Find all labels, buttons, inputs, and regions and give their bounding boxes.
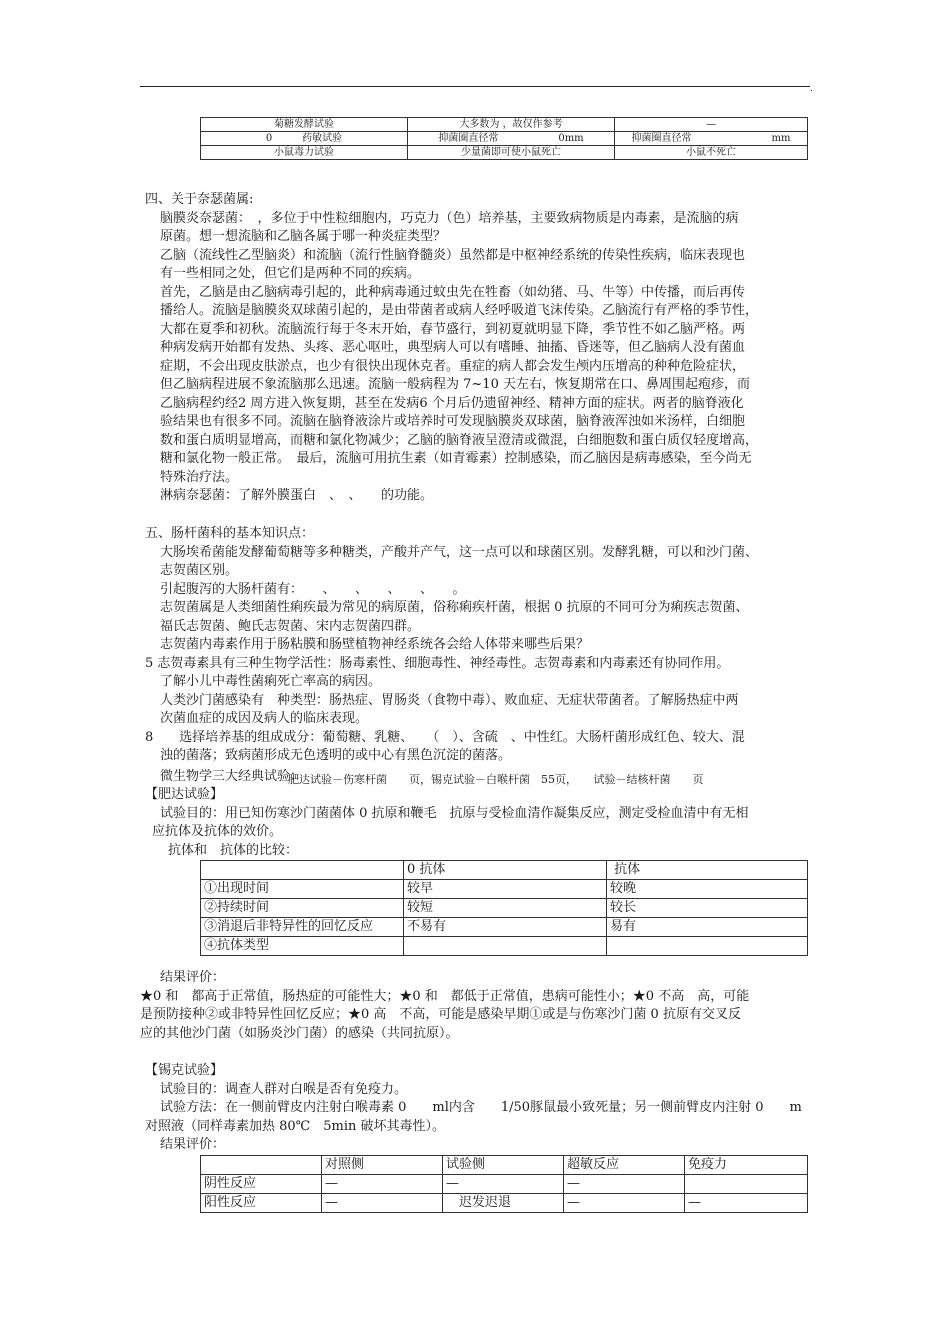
paragraph-line: ★0 和 都高于正常值，肠热症的可能性大；★0 和 都低于正常值，患病可能性小；★0 不高 高，可能 [140, 989, 750, 1004]
paragraph-line: 播给人。流脑是脑膜炎双球菌引起的，是由带菌者或病人经呼吸道飞沫传染。乙脑流行有严格的季节性， [160, 303, 759, 318]
paragraph-line: 志贺菌区别。 [160, 563, 239, 578]
table-cell: ④抗体类型 [201, 937, 404, 956]
paragraph-line: 应抗体及抗体的效价。 [152, 824, 283, 839]
table-cell: 抑菌圈直径常 mm [615, 132, 808, 146]
paragraph-line: 症期，不会出现皮肤淤点，也少有很快出现休克者。重症的病人都会发生颅内压增高的种种危险症状， [160, 359, 746, 374]
table-cell: 阴性反应 [201, 1175, 322, 1194]
table-cell: ②持续时间 [201, 899, 404, 918]
table-header-row [201, 1156, 808, 1175]
paragraph-line: 试验目的：调查人群对白喉是否有免疫力。 [160, 1082, 408, 1097]
table-cell: 超敏反应 [564, 1156, 685, 1175]
paragraph-line: 对照液（同样毒素加热 80℃ 5min 破坏其毒性）。 [145, 1119, 445, 1134]
table-cell: 0 药敏试验 [201, 132, 408, 146]
table-cell: ③消退后非特异性的回忆反应 [201, 918, 404, 937]
schick-result-table [200, 1155, 808, 1213]
paragraph-line: 是预防接种②或非特异性回忆反应；★0 高 不高，可能是感染早期①或是与伤寒沙门菌 0 抗原有交叉反 [140, 1007, 741, 1022]
paragraph-line: 乙脑病程约经2 周方进入恢复期，甚至在发病6 个月后仍遗留神经、精神方面的症状。两者的脑脊液化 [160, 396, 744, 411]
table-row [201, 118, 808, 132]
paragraph-line: 首先，乙脑是由乙脑病毒引起的，此种病毒通过蚊虫先在牲畜（如幼猪、马、牛等）中传播，而后再传 [160, 285, 746, 300]
table-cell: 较长 [607, 899, 808, 918]
table-cell [201, 1156, 322, 1175]
table-cell: — [564, 1194, 685, 1213]
antibody-comparison-table [200, 860, 808, 956]
table-cell [685, 1175, 808, 1194]
paragraph-line: 大肠埃希菌能发酵葡萄糖等多种糖类，产酸并产气，这一点可以和球菌区别。发酵乳糖，可以和沙门菌、 [160, 545, 759, 560]
paragraph-line: 浊的菌落；致病菌形成无色透明的或中心有黑色沉淀的菌落。 [160, 748, 512, 763]
paragraph-line: 乙脑（流线性乙型脑炎）和流脑（流行性脑脊髓炎）虽然都是中枢神经系统的传染性疾病，临床表现也 [160, 248, 746, 263]
table-cell: — [322, 1194, 443, 1213]
paragraph-line: 数和蛋白质明显增高，而糖和氯化物减少；乙脑的脑脊液呈澄清或微混，白细胞数和蛋白质仅轻度增高， [160, 433, 759, 448]
table-cell: 迟发迟退 [443, 1194, 564, 1213]
table-cell: 较早 [404, 880, 607, 899]
paragraph-line: 5 志贺毒素具有三种生物学活性：肠毒素性、细胞毒性、神经毒性。志贺毒素和内毒素还有协同作用。 [145, 656, 730, 671]
table-cell: 易有 [607, 918, 808, 937]
table-cell: 阳性反应 [201, 1194, 322, 1213]
paragraph-line: 志贺菌内毒素作用于肠粘膜和肠壁植物神经系统各会给人体带来哪些后果？ [160, 637, 590, 652]
header-rule [140, 86, 810, 87]
table-cell: — [564, 1175, 685, 1194]
table-row [201, 1194, 808, 1213]
paragraph-line: 大都在夏季和初秋。流脑流行每于冬末开始，春节盛行，到初夏就明显下降，季节性不如乙脑严格。两 [160, 322, 746, 337]
paragraph-line: 原菌。想一想流脑和乙脑各属于哪一种炎症类型？ [160, 229, 447, 244]
table-cell: 较晚 [607, 880, 808, 899]
table-row [201, 937, 808, 956]
table-cell [201, 861, 404, 880]
table-cell: 大多数为 ，故仅作参考 [408, 118, 615, 132]
table-cell [607, 937, 808, 956]
table-cell: ①出现时间 [201, 880, 404, 899]
table-cell: — [443, 1175, 564, 1194]
table-cell: 试验侧 [443, 1156, 564, 1175]
table-cell: 对照侧 [322, 1156, 443, 1175]
paragraph-line: 结果评价： [160, 1137, 226, 1152]
table-cell-text: 抗体 [614, 862, 641, 877]
table-row [201, 146, 808, 160]
paragraph-line: 了解小儿中毒性菌痢死亡率高的病因。 [160, 674, 382, 689]
section-heading: 四、关于奈瑟菌属: [145, 192, 254, 207]
table-cell [404, 937, 607, 956]
table-row [201, 1175, 808, 1194]
table-cell: — [685, 1194, 808, 1213]
table-cell: 少量菌即可使小鼠死亡 [408, 146, 615, 160]
table-row [201, 899, 808, 918]
paragraph-line: 特殊治疗法。 [160, 470, 239, 485]
paragraph-line: 应的其他沙门菌（如肠炎沙门菌）的感染（共同抗原）。 [140, 1026, 459, 1041]
table-row [201, 880, 808, 899]
table-header-row [201, 861, 808, 880]
table-cell: 免疫力 [685, 1156, 808, 1175]
table-cell: 小鼠不死亡 [615, 146, 808, 160]
paragraph-line: 人类沙门菌感染有 种类型：肠热症、胃肠炎（食物中毒）、败血症、无症状带菌者。了解肠热症中两 [160, 693, 739, 708]
paragraph-line: 糖和氯化物一般正常。 最后，流脑可用抗生素（如青霉素）控制感染，而乙脑因是病毒感染，至今尚无 [160, 451, 752, 466]
paragraph-line: 但乙脑病程进展不象流脑那么迅速。流脑一般病程为 7~10 天左右，恢复期常在口、鼻周围起疱疹，而 [160, 377, 750, 392]
paragraph-line: 淋病奈瑟菌：了解外膜蛋白 、 、 的功能。 [160, 488, 434, 503]
paragraph-line: 试验目的：用已知伤寒沙门菌菌体 0 抗原和鞭毛 抗原与受检血清作凝集反应，测定受检血清中有无相 [160, 806, 749, 821]
paragraph-line: 有一些相同之处，但它们是两种不同的疾病。 [160, 266, 421, 281]
table-cell: — [615, 118, 808, 132]
table-cell: 抑菌圈直径常 0mm [408, 132, 615, 146]
paragraph-line: 8 选择培养基的组成成分：葡萄糖、乳糖、 （ ）、含硫 、中性红。大肠杆菌形成红色、较大、混 [145, 730, 745, 745]
paragraph-line: 志贺菌属是人类细菌性痢疾最为常见的病原菌，俗称痢疾杆菌，根据 0 抗原的不同可分为痢疾志贺菌、 [160, 600, 749, 615]
table-row [201, 132, 808, 146]
paragraph-line: 脑膜炎奈瑟菌： ，多位于中性粒细胞内，巧克力（色）培养基，主要致病物质是内毒素，是流脑的病 [160, 211, 739, 226]
paragraph-line: 抗体和 抗体的比较： [168, 843, 299, 858]
header-dot: . [810, 84, 813, 94]
paragraph-line: 结果评价： [160, 970, 226, 985]
paragraph-line: 微生物学三大经典试验： [160, 769, 304, 784]
section-heading: 【锡克试验】 [145, 1063, 224, 1078]
table-row [201, 918, 808, 937]
identification-table [200, 117, 808, 160]
table-cell: 不易有 [404, 918, 607, 937]
table-cell: — [322, 1175, 443, 1194]
table-cell [607, 861, 808, 880]
paragraph-line: 次菌血症的成因及病人的临床表现。 [160, 711, 369, 726]
table-cell: 0 抗体 [404, 861, 607, 880]
paragraph-line: 试验方法：在一侧前臂皮内注射白喉毒素 0 ml内含 1/50豚鼠最小致死量；另一侧前臂皮内注射 0 m [160, 1100, 802, 1115]
table-cell: 较短 [404, 899, 607, 918]
section-heading: 【肥达试验】 [145, 787, 224, 802]
paragraph-line: 福氏志贺菌、鲍氏志贺菌、宋内志贺菌四群。 [160, 619, 421, 634]
table-cell: 菊糖发酵试验 [201, 118, 408, 132]
paragraph-line-small: 肥达试验－伤寒杆菌 页，锡克试验－白喉杆菌 55页， 试验－结核杆菌 页 [288, 773, 704, 786]
paragraph-line: 种病发病开始都有发热、头疼、恶心呕吐，典型病人可以有嗜睡、抽搐、昏迷等，但乙脑病人没有菌血 [160, 340, 746, 355]
section-heading: 五、肠杆菌科的基本知识点： [145, 526, 315, 541]
paragraph-line: 验结果也有很多不同。流脑在脑脊液涂片或培养时可发现脑膜炎双球菌，脑脊液浑浊如米汤样，白细胞 [160, 414, 746, 429]
paragraph-line: 引起腹泻的大肠杆菌有： 、 、 、 、 。 [160, 582, 466, 597]
table-cell: 小鼠毒力试验 [201, 146, 408, 160]
